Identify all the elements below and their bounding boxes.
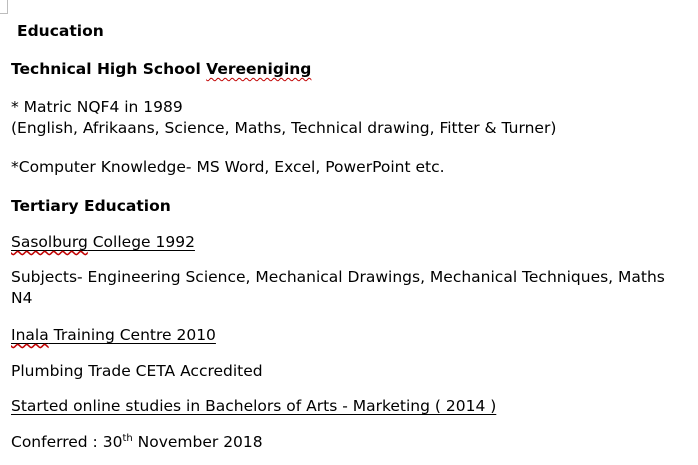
inala-training-centre bbox=[11, 325, 216, 345]
matric-line: * Matric NQF4 in 1989 bbox=[11, 98, 183, 116]
sasolburg-rest: College 1992 bbox=[87, 233, 195, 251]
sasolburg-name: Sasolburg bbox=[11, 233, 88, 251]
conferred-superscript: th bbox=[122, 432, 133, 444]
school-name-prefix: Technical High School bbox=[11, 60, 207, 78]
sasolburg-college bbox=[11, 232, 195, 252]
conferred-prefix: Conferred : 30 bbox=[11, 433, 123, 451]
school-name bbox=[11, 59, 311, 79]
sasolburg-subjects-line1: Subjects- Engineering Science, Mechanical Drawings, Mechanical Techniques, Maths bbox=[11, 268, 665, 286]
inala-name: Inala bbox=[11, 326, 49, 344]
sasolburg-subjects-line2: N4 bbox=[11, 289, 33, 307]
tertiary-heading: Tertiary Education bbox=[11, 197, 171, 215]
page-corner-mark bbox=[0, 0, 8, 14]
conferred-line bbox=[11, 432, 263, 452]
online-studies-title: Started online studies in Bachelors of Arts - Marketing ( 2014 ) bbox=[11, 397, 497, 415]
plumbing-trade: Plumbing Trade CETA Accredited bbox=[11, 362, 263, 380]
matric-subjects: (English, Afrikaans, Science, Maths, Technical drawing, Fitter & Turner) bbox=[11, 119, 557, 137]
school-name-town: Vereeniging bbox=[206, 60, 312, 78]
computer-knowledge: *Computer Knowledge- MS Word, Excel, PowerPoint etc. bbox=[11, 158, 445, 176]
conferred-suffix: November 2018 bbox=[132, 433, 263, 451]
education-heading: Education bbox=[17, 22, 104, 40]
inala-rest: Training Centre 2010 bbox=[48, 326, 216, 344]
